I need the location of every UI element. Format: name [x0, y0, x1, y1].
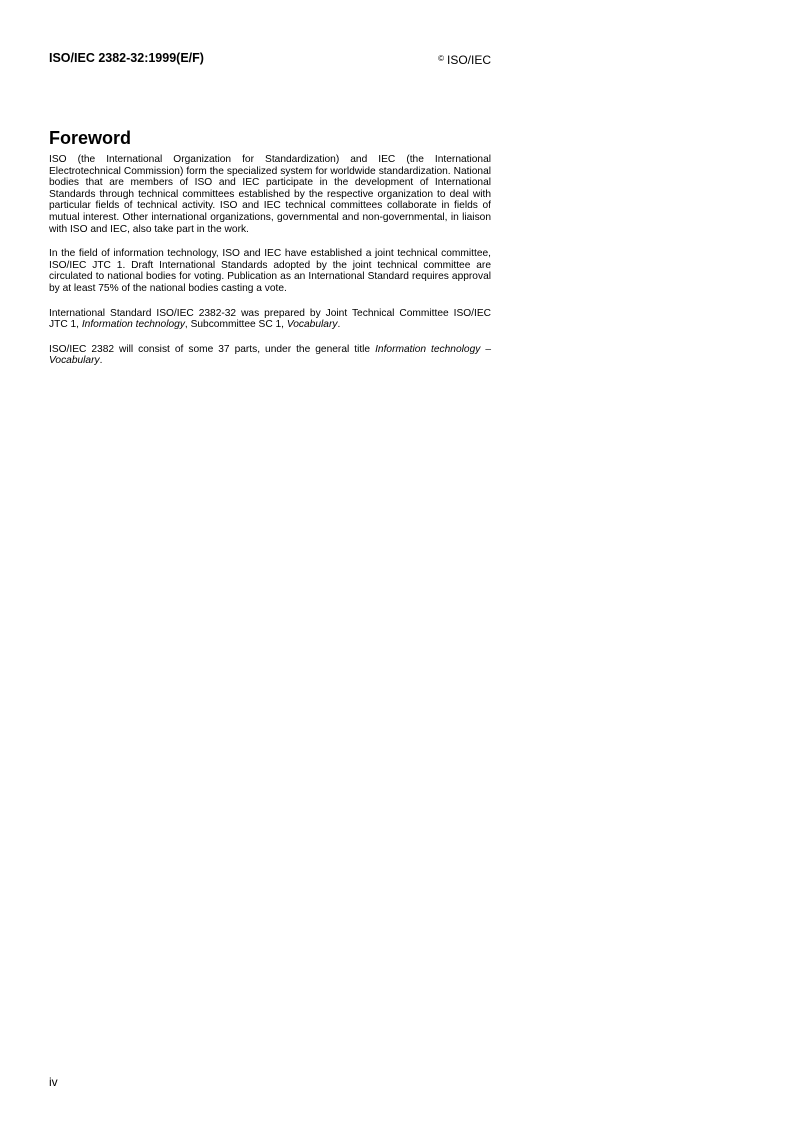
paragraph-3-italic-a: Information technology — [81, 319, 185, 331]
page-header — [49, 50, 491, 66]
copyright-symbol: © — [438, 54, 444, 63]
paragraph-2: In the field of information technology, ISO and IEC have established a joint technical committee, ISO/IEC JTC 1. Draft International Standards adopted by the joint technical committee are circulated to national bodies for voting. Publication as an International Standard requires approval by at least 75% of the national bodies casting a vote. — [49, 248, 491, 294]
copyright-notice — [438, 51, 491, 68]
page-number: iv — [49, 1075, 58, 1089]
paragraph-1: ISO (the International Organization for Standardization) and IEC (the International Electrotechnical Commission) form the specialized system for worldwide standardization. National bodies that are members of ISO and IEC participate in the development of International Standards through technical committees established by the respective organization to deal with particular fields of technical activity. ISO and IEC technical committees collaborate in fields of mutual interest. Other international organizations, governmental and non-governmental, in liaison with ISO and IEC, also take part in the work. — [49, 154, 491, 235]
document-id: ISO/IEC 2382-32:1999(E/F) — [49, 51, 204, 65]
paragraph-4-italic-a: Information technology – Vocabulary — [49, 343, 491, 367]
paragraph-4-text-a: ISO/IEC 2382 will consist of some 37 parts, under the general title — [49, 343, 376, 355]
paragraph-3-text-b: , Subcommittee SC 1, — [184, 319, 287, 331]
foreword-section — [49, 127, 491, 380]
paragraph-3-italic-b: Vocabulary — [286, 319, 338, 331]
copyright-text: ISO/IEC — [446, 53, 491, 67]
section-title: Foreword — [49, 128, 132, 148]
paragraph-3 — [49, 308, 491, 331]
paragraph-4-text-b: . — [99, 355, 103, 367]
paragraph-3-text-a: International Standard ISO/IEC 2382-32 was prepared by Joint Technical Committee ISO/IEC JTC 1, — [49, 307, 491, 331]
paragraph-4 — [49, 344, 491, 367]
paragraph-3-text-c: . — [337, 319, 341, 331]
